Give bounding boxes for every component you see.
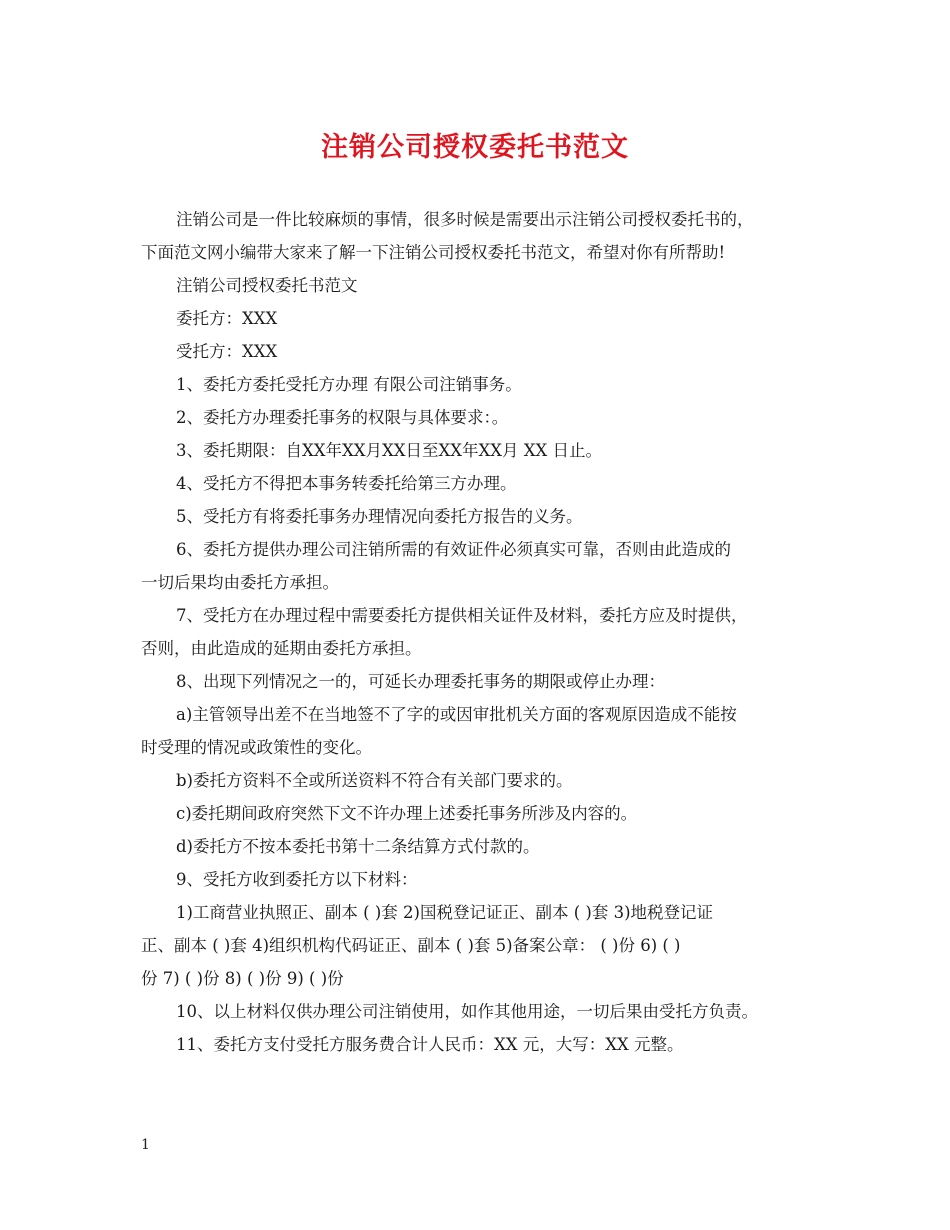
intro-line-2: 下面范文网小编带大家来了解一下注销公司授权委托书范文，希望对你有所帮助! xyxy=(141,243,726,262)
clause-10: 10、以上材料仅供办理公司注销使用，如作其他用途，一切后果由受托方负责。 xyxy=(176,1002,758,1021)
clause-8c: c)委托期间政府突然下文不许办理上述委托事务所涉及内容的。 xyxy=(176,804,638,823)
clause-8b: b)委托方资料不全或所送资料不符合有关部门要求的。 xyxy=(176,771,573,790)
intro-paragraph xyxy=(141,203,831,269)
clause-8a xyxy=(141,698,831,764)
clause-6-line-2: 一切后果均由委托方承担。 xyxy=(141,573,339,592)
clause-3: 3、委托期限：自XX年XX月XX日至XX年XX月 XX 日止。 xyxy=(176,441,602,460)
clause-11: 11、委托方支付受托方服务费合计人民币：XX 元，大写：XX 元整。 xyxy=(176,1035,684,1054)
document-body xyxy=(141,203,831,1061)
principal-line: 委托方：XXX xyxy=(176,309,278,328)
agent-line: 受托方：XXX xyxy=(176,342,278,361)
clause-2: 2、委托方办理委托事务的权限与具体要求：。 xyxy=(176,408,509,427)
subtitle: 注销公司授权委托书范文 xyxy=(176,276,358,295)
clause-5: 5、受托方有将委托事务办理情况向委托方报告的义务。 xyxy=(176,507,583,526)
clause-9-materials-line-1: 1)工商营业执照正、副本 ( )套 2)国税登记证正、副本 ( )套 3)地税登记证 xyxy=(176,903,714,922)
clause-9-materials-line-3: 份 7) ( )份 8) ( )份 9) ( )份 xyxy=(141,969,344,988)
clause-8a-line-1: a)主管领导出差不在当地签不了字的或因审批机关方面的客观原因造成不能按 xyxy=(176,705,737,724)
clause-7-line-1: 7、受托方在办理过程中需要委托方提供相关证件及材料，委托方应及时提供， xyxy=(176,606,748,625)
clause-7 xyxy=(141,599,831,665)
clause-6 xyxy=(141,533,831,599)
clause-8: 8、出现下列情况之一的，可延长办理委托事务的期限或停止办理： xyxy=(176,672,665,691)
page-number: 1 xyxy=(141,1137,150,1153)
clause-6-line-1: 6、委托方提供办理公司注销所需的有效证件必须真实可靠，否则由此造成的 xyxy=(176,540,731,559)
clause-9-materials xyxy=(141,896,831,995)
intro-line-1: 注销公司是一件比较麻烦的事情，很多时候是需要出示注销公司授权委托书的， xyxy=(176,210,754,229)
clause-8d: d)委托方不按本委托书第十二条结算方式付款的。 xyxy=(176,837,540,856)
clause-9: 9、受托方收到委托方以下材料： xyxy=(176,870,418,889)
document-title: 注销公司授权委托书范文 xyxy=(321,132,629,163)
clause-1: 1、委托方委托受托方办理 有限公司注销事务。 xyxy=(176,375,522,394)
clause-4: 4、受托方不得把本事务转委托给第三方办理。 xyxy=(176,474,517,493)
clause-9-materials-line-2: 正、副本 ( )套 4)组织机构代码证正、副本 ( )套 5)备案公章： ( )份 6) ( ) xyxy=(141,936,681,955)
clause-8a-line-2: 时受理的情况或政策性的变化。 xyxy=(141,738,372,757)
clause-7-line-2: 否则，由此造成的延期由委托方承担。 xyxy=(141,639,422,658)
